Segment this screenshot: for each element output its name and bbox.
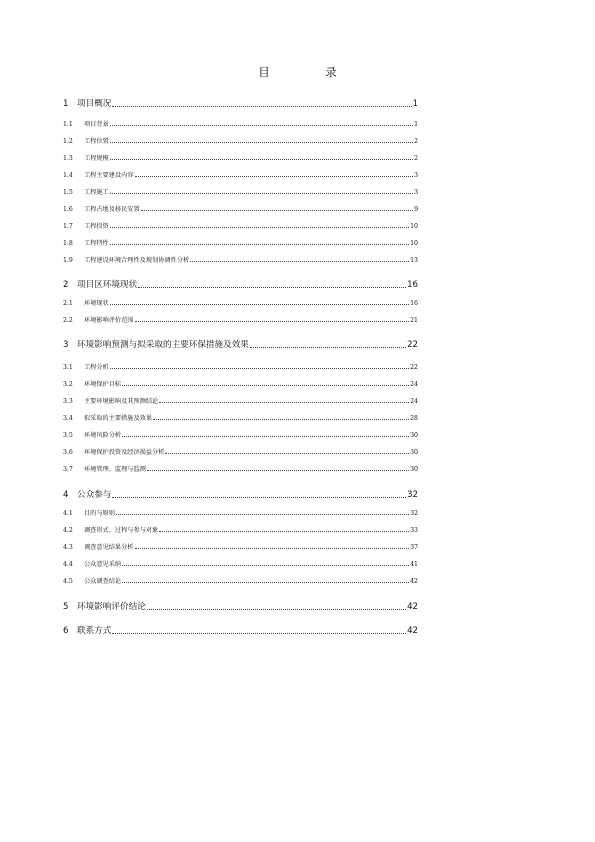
toc-entry-number: 3.3 [63,398,73,405]
toc-dot-leader [122,565,409,566]
toc-dot-leader [122,436,409,437]
toc-page-number: 30 [410,432,418,439]
toc-entry-number: 4 [63,490,69,500]
toc-entry-number: 1.7 [63,223,73,230]
toc-section-row[interactable] [63,298,418,307]
toc-entry-number: 1.2 [63,138,73,145]
toc-entry-number: 1.3 [63,155,73,162]
toc-dot-leader [147,609,406,610]
toc-chapter-row[interactable] [63,488,418,500]
toc-dot-leader [112,497,406,498]
toc-section-row[interactable] [63,204,418,213]
toc-entry-label: 环境管理、监理与监测 [84,466,146,473]
toc-page-number: 3 [414,172,418,179]
toc-chapter-row[interactable] [63,338,418,350]
toc-page-number: 30 [410,449,418,456]
toc-entry-label: 项目背景 [84,121,109,128]
toc-dot-leader [116,514,409,515]
toc-section-row[interactable] [63,525,418,534]
toc-page-number: 10 [410,240,418,247]
toc-section-row[interactable] [63,508,418,517]
toc-title: 目 录 [258,65,359,79]
toc-chapter-row[interactable] [63,600,418,612]
toc-entry-number: 1 [63,99,69,109]
toc-page-number: 2 [414,155,418,162]
toc-entry-number: 3.7 [63,466,73,473]
toc-page-number: 9 [414,206,418,213]
toc-dot-leader [250,347,406,348]
toc-dot-leader [190,261,409,262]
toc-page-number: 32 [410,510,418,517]
toc-page-number: 3 [414,189,418,196]
toc-dot-leader [110,244,409,245]
toc-page-number: 13 [410,257,418,264]
toc-dot-leader [122,385,409,386]
toc-dot-leader [141,210,413,211]
toc-entry-label: 主要环境影响及其预测结论 [84,398,159,405]
toc-entry-number: 5 [63,602,69,612]
toc-entry-label: 环境保护投资及经济损益分析 [84,449,165,456]
toc-dot-leader [159,531,409,532]
toc-section-row[interactable] [63,542,418,551]
toc-section-row[interactable] [63,187,418,196]
toc-dot-leader [153,419,409,420]
toc-dot-leader [122,582,409,583]
toc-section-row[interactable] [63,447,418,456]
toc-entry-number: 4.5 [63,578,73,585]
toc-entry-label: 环境现状 [84,300,109,307]
toc-page-number: 1 [414,121,418,128]
toc-page-number: 42 [407,602,418,612]
toc-section-row[interactable] [63,238,418,247]
toc-dot-leader [110,227,409,228]
toc-page-number: 32 [407,490,418,500]
toc-page-number: 37 [410,544,418,551]
toc-entry-label: 拟采取的主要措施及效果 [84,415,153,422]
toc-entry-label: 公众意见采纳 [84,561,122,568]
toc-entry-label: 环境影响评价范围 [84,317,134,324]
toc-dot-leader [135,176,414,177]
toc-entry-label: 工程分析 [84,364,109,371]
toc-page-number: 24 [410,398,418,405]
toc-entry-label: 环境影响预测与拟采取的主要环保措施及效果 [77,340,249,350]
toc-dot-leader [138,287,406,288]
toc-chapter-row[interactable] [63,97,418,109]
toc-entry-label: 工程特性 [84,240,109,247]
toc-entry-number: 1.5 [63,189,73,196]
toc-page-number: 16 [410,300,418,307]
toc-entry-label: 联系方式 [77,626,112,636]
toc-dot-leader [135,548,410,549]
toc-section-row[interactable] [63,221,418,230]
toc-dot-leader [112,633,406,634]
toc-dot-leader [110,368,409,369]
toc-entry-number: 3.4 [63,415,73,422]
toc-section-row[interactable] [63,413,418,422]
toc-entry-number: 1.4 [63,172,73,179]
toc-page-number: 30 [410,466,418,473]
toc-entry-number: 4.2 [63,527,73,534]
toc-entry-number: 1.6 [63,206,73,213]
toc-section-row[interactable] [63,170,418,179]
toc-entry-label: 环境风险分析 [84,432,122,439]
toc-entry-label: 工程投资 [84,223,109,230]
toc-dot-leader [135,321,410,322]
toc-dot-leader [110,159,413,160]
toc-entry-number: 1.9 [63,257,73,264]
toc-section-row[interactable] [63,136,418,145]
toc-chapter-row[interactable] [63,278,418,290]
toc-section-row[interactable] [63,559,418,568]
toc-section-row[interactable] [63,153,418,162]
toc-entry-number: 2 [63,280,69,290]
toc-entry-label: 项目区环境现状 [77,280,138,290]
toc-page-number: 16 [407,280,418,290]
toc-entry-number: 4.1 [63,510,73,517]
toc-section-row[interactable] [63,464,418,473]
toc-page-number: 10 [410,223,418,230]
toc-entry-number: 4.3 [63,544,73,551]
toc-section-row[interactable] [63,119,418,128]
toc-entry-number: 2.2 [63,317,73,324]
toc-entry-label: 工程建设环境合理性及规划协调性分析 [84,257,190,264]
toc-entry-number: 3.2 [63,381,73,388]
toc-section-row[interactable] [63,315,418,324]
toc-entry-label: 工程规模 [84,155,109,162]
toc-entry-label: 环境保护目标 [84,381,122,388]
toc-entry-label: 公众调查结论 [84,578,122,585]
toc-entry-number: 3.5 [63,432,73,439]
toc-chapter-row[interactable] [63,624,418,636]
toc-dot-leader [159,402,409,403]
toc-page-number: 22 [407,340,418,350]
toc-page-number: 2 [414,138,418,145]
toc-entry-number: 6 [63,626,69,636]
toc-entry-label: 调查意见结果分析 [84,544,134,551]
toc-dot-leader [110,193,413,194]
toc-dot-leader [112,106,411,107]
toc-dot-leader [110,142,413,143]
toc-entry-number: 3.1 [63,364,73,371]
toc-entry-label: 工程主要建设内容 [84,172,134,179]
toc-entry-label: 工程施工 [84,189,109,196]
toc-entry-number: 3.6 [63,449,73,456]
toc-entry-label: 项目概况 [77,99,112,109]
toc-page-number: 33 [410,527,418,534]
toc-entry-number: 1.1 [63,121,73,128]
toc-page-number: 41 [410,561,418,568]
toc-section-row[interactable] [63,430,418,439]
toc-entry-label: 环境影响评价结论 [77,602,146,612]
toc-section-row[interactable] [63,396,418,405]
toc-entry-label: 工程位置 [84,138,109,145]
toc-section-row[interactable] [63,362,418,371]
toc-dot-leader [147,470,409,471]
toc-section-row[interactable] [63,576,418,585]
toc-section-row[interactable] [63,255,418,264]
toc-entry-number: 2.1 [63,300,73,307]
toc-page-number: 1 [412,99,418,109]
toc-dot-leader [110,125,413,126]
toc-section-row[interactable] [63,379,418,388]
toc-entry-label: 工程占地及移民安置 [84,206,140,213]
toc-entry-label: 调查形式、过程与参与对象 [84,527,159,534]
toc-page-number: 28 [410,415,418,422]
toc-page-number: 21 [410,317,418,324]
toc-page-number: 24 [410,381,418,388]
toc-page-number: 42 [410,578,418,585]
toc-entry-label: 目的与原则 [84,510,115,517]
toc-page-number: 42 [407,626,418,636]
toc-entry-label: 公众参与 [77,490,112,500]
toc-page-number: 22 [410,364,418,371]
toc-entry-number: 4.4 [63,561,73,568]
toc-entry-number: 1.8 [63,240,73,247]
toc-entry-number: 3 [63,340,69,350]
toc-dot-leader [110,304,409,305]
toc-dot-leader [165,453,409,454]
